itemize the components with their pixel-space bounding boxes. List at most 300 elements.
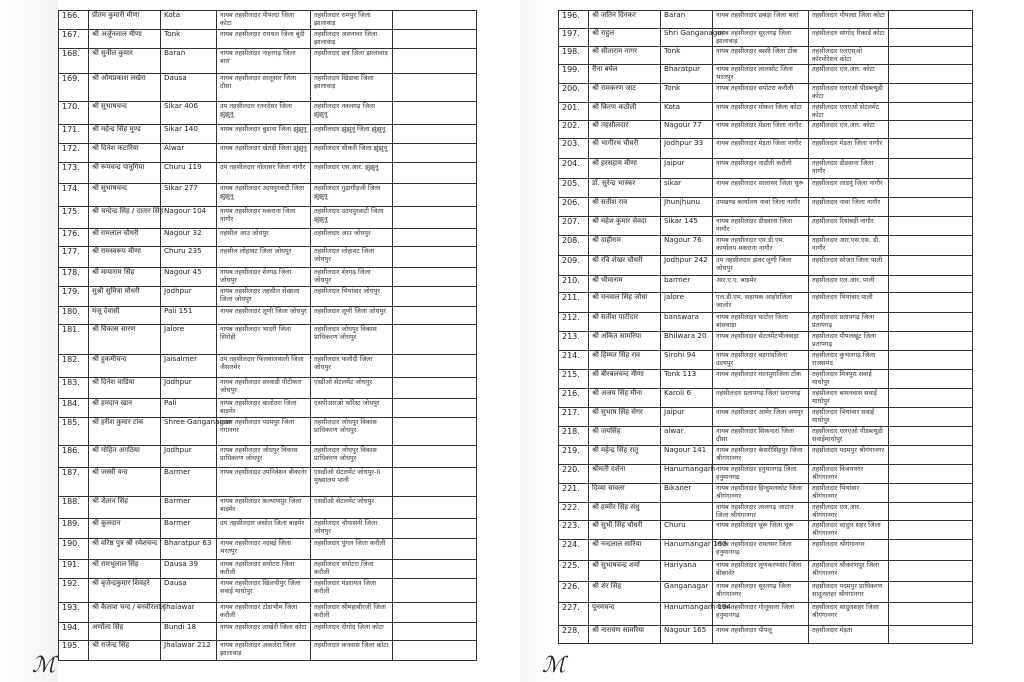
remarks-cell <box>889 84 973 103</box>
current-posting: नायब तहसीलदार जोधपुर विकास प्राधिकरण जोधपुर <box>217 446 311 468</box>
remarks-cell <box>393 125 477 144</box>
table-row <box>559 603 973 626</box>
remarks-cell <box>889 159 973 179</box>
remarks-cell <box>393 307 477 325</box>
current-posting: नायब तहसीलदार मोकल जिला कोटा <box>713 103 809 121</box>
row-number: 179. <box>59 287 89 307</box>
new-posting: तहसीलदार नवलगढ़ जिला झुंझुनू <box>311 102 393 125</box>
officer-name: श्री दिनेश वाडिया <box>89 378 161 399</box>
remarks-cell <box>889 179 973 198</box>
row-number: 192. <box>59 579 89 603</box>
remarks-cell <box>889 446 973 465</box>
home-district: Pali 151 <box>161 307 217 325</box>
current-posting: नायब तहसीलदार मकराना जिला नागौर <box>217 207 311 229</box>
row-number: 193. <box>59 603 89 623</box>
row-number: 222. <box>559 503 589 521</box>
new-posting: तहसीलदार झुंझुनू जिला झुंझुनू <box>311 125 393 144</box>
remarks-cell <box>393 468 477 497</box>
home-district: Bikaner <box>661 484 713 503</box>
table-row <box>559 293 973 313</box>
officer-name: श्री हरसहाय मीणा <box>589 159 661 179</box>
new-posting: तहसीलदार श्रीगंगानगर <box>809 540 889 561</box>
officer-name: श्री रामकरण जाट <box>589 84 661 103</box>
current-posting: नायब तहसीलदार सपोटरा जिला करौली <box>217 560 311 579</box>
table-row <box>559 427 973 446</box>
home-district: Nagour 76 <box>661 236 713 256</box>
home-district: Dausa 39 <box>161 560 217 579</box>
home-district: Baran <box>661 11 713 29</box>
remarks-cell <box>889 47 973 65</box>
home-district: Kota <box>161 11 217 30</box>
row-number: 184. <box>59 399 89 418</box>
row-number: 200. <box>559 84 589 103</box>
new-posting: तहसीलदार जोधपुर विकास प्राधिकरण जोधपुर <box>311 446 393 468</box>
row-number: 206. <box>559 198 589 217</box>
remarks-cell <box>889 503 973 521</box>
officer-name: श्री सुभाष सिंह सेगर <box>589 408 661 427</box>
row-number: 173. <box>59 163 89 184</box>
home-district: Nagour 165 <box>661 626 713 644</box>
officer-name: श्री मनवाल सिंह जोधा <box>589 293 661 313</box>
table-row <box>59 102 477 125</box>
home-district: Nagour 45 <box>161 268 217 287</box>
table-row <box>59 184 477 207</box>
officer-name: श्री नारायण सामरिया <box>589 626 661 644</box>
remarks-cell <box>889 484 973 503</box>
row-number: 199. <box>559 65 589 84</box>
table-row <box>559 236 973 256</box>
table-row <box>59 207 477 229</box>
home-district: banswara <box>661 313 713 332</box>
new-posting: तहसीलदार छत्र जिला झालावाड़ <box>311 49 393 74</box>
officer-name: श्री महेन्द्र सिंह मुण्ड <box>89 125 161 144</box>
home-district: Hanumangar 163 <box>661 540 713 561</box>
table-row <box>59 623 477 641</box>
current-posting: नायब तहसीलदार पीपल्दा जिला कोटा <box>217 11 311 30</box>
officer-name: श्री सुभाषचन्द्र शर्मा <box>589 561 661 582</box>
row-number: 197. <box>559 29 589 47</box>
current-posting: नायब तहसीलदार घाटोल जिला बांसवाड़ा <box>713 313 809 332</box>
remarks-cell <box>889 351 973 370</box>
remarks-cell <box>393 102 477 125</box>
row-number: 187. <box>59 468 89 497</box>
officer-name: श्री किरण कठौली <box>589 103 661 121</box>
current-posting: नायब तहसीलदार गोलूवाला जिला हनुमानगढ़ <box>713 603 809 626</box>
table-row <box>59 307 477 325</box>
remarks-cell <box>393 144 477 163</box>
row-number: 212. <box>559 313 589 332</box>
remarks-cell <box>889 65 973 84</box>
remarks-cell <box>889 313 973 332</box>
new-posting: तहसीलदार लूणी जिला जोधपुर <box>311 307 393 325</box>
row-number: 185. <box>59 418 89 446</box>
row-number: 213. <box>559 332 589 351</box>
table-row <box>59 579 477 603</box>
current-posting: उप तहसीलदार जसोल जिला बाड़मेर <box>217 519 311 539</box>
row-number: 182. <box>59 355 89 378</box>
home-district: Sikar 406 <box>161 102 217 125</box>
remarks-cell <box>393 74 477 102</box>
remarks-cell <box>889 408 973 427</box>
officer-name: श्री बृजेन्द्रकुमार शिवहरे <box>89 579 161 603</box>
row-number: 217. <box>559 408 589 427</box>
new-posting: तहसीलदार लाडनूं जिला नागौर <box>809 179 889 198</box>
row-number: 169. <box>59 74 89 102</box>
current-posting: नायब तहसीलदार सालूसार जिला दौसा <box>217 74 311 102</box>
officer-name: श्री दाहीराम <box>589 236 661 256</box>
table-row <box>559 521 973 540</box>
row-number: 190. <box>59 539 89 560</box>
officer-name: श्री वरिष्ठ पुत्र श्री रमेशचन्द <box>89 539 161 560</box>
remarks-cell <box>393 229 477 247</box>
table-row <box>59 74 477 102</box>
officer-name: श्री हुकमीचन्द <box>89 355 161 378</box>
current-posting: नायब तहसीलदार हिन्दुमलकोट जिला श्रीगंगानगर <box>713 484 809 503</box>
officer-name: श्री ओमप्रकाश लखेरा <box>89 74 161 102</box>
table-row <box>59 539 477 560</box>
table-row <box>559 408 973 427</box>
remarks-cell <box>393 623 477 641</box>
table-row <box>559 446 973 465</box>
remarks-cell <box>889 540 973 561</box>
remarks-cell <box>393 399 477 418</box>
table-row <box>559 65 973 84</box>
current-posting: नायब तहसीलदार एम.डी.एम. कार्यालय मकराना नागौर <box>713 236 809 256</box>
current-posting: नायब तहसीलदार रावतसर जिला हनुमानगढ़ <box>713 540 809 561</box>
table-row <box>59 163 477 184</box>
new-posting: तहसीलदार एस.आर. झुंझुनू <box>311 163 393 184</box>
remarks-cell <box>393 446 477 468</box>
officer-name: श्री रामस्वरूप मीणा <box>89 247 161 268</box>
new-posting: तहसीलदार एलएस्ओ कॉरपोरेशन कोटा <box>809 47 889 65</box>
new-posting: तहसीलदार सोजत जिला पाली <box>809 256 889 276</box>
home-district: Jodhpur 242 <box>661 256 713 276</box>
remarks-cell <box>393 497 477 519</box>
table-row <box>559 389 973 408</box>
table-row <box>59 378 477 399</box>
new-posting: तहसीलदार मेड़ता <box>809 626 889 644</box>
home-district: Nagour 77 <box>661 121 713 139</box>
officer-name: श्री सुनील कुमार <box>89 49 161 74</box>
table-row <box>59 560 477 579</box>
row-number: 226. <box>559 582 589 603</box>
new-posting: तहसीलदार भियांवार पाली <box>809 293 889 313</box>
row-number: 168. <box>59 49 89 74</box>
officer-name: श्री दिनेश कटारिया <box>89 144 161 163</box>
home-district: jalore <box>661 293 713 313</box>
remarks-cell <box>889 121 973 139</box>
table-row <box>559 465 973 484</box>
new-posting: तहसीलदार सपोटरा जिला करौली <box>311 560 393 579</box>
remarks-cell <box>393 207 477 229</box>
remarks-cell <box>393 603 477 623</box>
table-row <box>59 287 477 307</box>
remarks-cell <box>393 378 477 399</box>
table-row <box>559 561 973 582</box>
current-posting: नायब तहसीलदार पदमपुर जिला गंगानगर <box>217 418 311 446</box>
officer-name: श्री रूपचन्द्र पानुगिया <box>89 163 161 184</box>
new-posting: तहसीलदार सांगोद रिकार्ड कोटा <box>809 29 889 47</box>
home-district: Hanumangarh 194 <box>661 603 713 626</box>
current-posting: नायब तहसीलदार उदयपुरवाटी जिला झुंझुनू <box>217 184 311 207</box>
current-posting: नायब तहसीलदार लालगढ़ जाटान जिला श्रीगंगानगर <box>713 503 809 521</box>
document-page-right <box>558 10 972 682</box>
row-number: 218. <box>559 427 589 446</box>
remarks-cell <box>889 465 973 484</box>
officer-name: श्री भीमाराम <box>589 276 661 293</box>
current-posting: नायब तहसीलदार सूरतगढ़ जिला झालावाड़ <box>713 29 809 47</box>
new-posting: तहसीलदार एल.आर. कोटा <box>809 65 889 84</box>
current-posting: आर.ए.ए. बाड़मेर <box>713 276 809 293</box>
home-district: Shree Ganganagar <box>161 418 217 446</box>
row-number: 207. <box>559 217 589 236</box>
new-posting: तहसीलदार भियांवार सवाई माधोपुर <box>809 408 889 427</box>
table-row <box>559 29 973 47</box>
remarks-cell <box>889 217 973 236</box>
row-number: 178. <box>59 268 89 287</box>
current-posting: नायब तहसीलदार बालोतरा जिला बाड़मेर <box>217 399 311 418</box>
remarks-cell <box>889 370 973 389</box>
current-posting: नायब तहसीलदार भादरी जिला सिरोही <box>217 325 311 355</box>
current-posting: नायब तहसीलदार मेडता जिला नागौर <box>713 121 809 139</box>
new-posting: तहसीलदार मित्रपुरा सवाई माधोपुर <box>809 370 889 389</box>
row-number: 221. <box>559 484 589 503</box>
current-posting: तहसीलदार प्रतापगढ़ जिला प्रतापगढ़ <box>713 389 809 408</box>
officer-name: श्री नन्दलाल सारिया <box>589 540 661 561</box>
new-posting: तहसीलदार बामनवास सवाई माधोपुर <box>809 389 889 408</box>
home-district: Ganganagar <box>661 582 713 603</box>
table-row <box>559 139 973 159</box>
new-posting: तहसीलदार असनावर जिला झालावाड़ <box>311 30 393 49</box>
table-row <box>59 144 477 163</box>
officer-name: श्री कुलदान <box>89 519 161 539</box>
home-district: Sikar 145 <box>661 217 713 236</box>
officer-name: दिव्या चावला <box>589 484 661 503</box>
current-posting: नायब तहसीलदार लालसोट जिला भरतपुर <box>713 65 809 84</box>
current-posting: नायब तहसीलदार लूणी जिला जोधपुर <box>217 307 311 325</box>
home-district: Bundi 18 <box>161 623 217 641</box>
current-posting: नायब तहसीलदार तहसील सेखाला जिला जोधपुर <box>217 287 311 307</box>
home-district: Barmer <box>161 497 217 519</box>
home-district: Nagour 141 <box>661 446 713 465</box>
current-posting: नायब तहसीलदार लाखेरी जिला कोटा <box>217 623 311 641</box>
current-posting: नायब तहसीलदार मालपुराजिला टोंक <box>713 370 809 389</box>
home-district: alwar <box>661 427 713 446</box>
officer-name: श्री सतीश राव <box>589 198 661 217</box>
table-row <box>59 49 477 74</box>
row-number: 227. <box>559 603 589 626</box>
remarks-cell <box>393 325 477 355</box>
remarks-cell <box>393 519 477 539</box>
remarks-cell <box>889 256 973 276</box>
current-posting: नायब तहसीलदार खेतड़ी जिला झुंझुनू <box>217 144 311 163</box>
table-row <box>59 355 477 378</box>
new-posting: तहसीलदार रियांबड़ी नागौर <box>809 217 889 236</box>
officer-name: श्री रामलाल चौधरी <box>89 229 161 247</box>
officer-name: सुश्री सुमित्रा चौधरी <box>89 287 161 307</box>
new-posting: तहसीलदार रामपुर जिला झालावाड़ <box>311 11 393 30</box>
new-posting: तहसीलदार प्रतापगढ़ जिला प्रतापगढ़ <box>809 313 889 332</box>
current-posting: नायब तहसीलदार कल्याणपुर जिला बाड़मेर <box>217 497 311 519</box>
new-posting: तहसीलदार एलएओ पीडब्ल्यूडी कोटा <box>809 84 889 103</box>
current-posting: नायब तहसीलदार आमेर जिला जयपुर <box>713 408 809 427</box>
remarks-cell <box>889 389 973 408</box>
row-number: 176. <box>59 229 89 247</box>
table-row <box>559 179 973 198</box>
home-district: Karoli 6 <box>661 389 713 408</box>
new-posting: तहसीलदार सीकरी जिला झुंझुनू <box>311 144 393 163</box>
home-district: Nagour 104 <box>161 207 217 229</box>
remarks-cell <box>889 139 973 159</box>
current-posting: उप तहसीलदार झंवर लूणी जिला जोधपुर <box>713 256 809 276</box>
officer-name: रीना बघेल <box>589 65 661 84</box>
table-row <box>59 418 477 446</box>
current-posting: नायब तहसीलदार बस्सी जिला टोंक <box>713 47 809 65</box>
home-district: Hariyana <box>661 561 713 582</box>
officer-name: श्री कैलाश चन्द / बनवीरलाल <box>89 603 161 623</box>
home-district: Barmer <box>161 468 217 497</box>
home-district: Churu 119 <box>161 163 217 184</box>
home-district: Tonk <box>661 84 713 103</box>
home-district: Shri Ganganagar <box>661 29 713 47</box>
table-row <box>59 468 477 497</box>
officer-name: श्री शेर सिंह <box>589 582 661 603</box>
home-district: Jodhpur <box>161 446 217 468</box>
remarks-cell <box>889 236 973 256</box>
row-number: 202. <box>559 121 589 139</box>
row-number: 205. <box>559 179 589 198</box>
current-posting: नायब तहसीलदार छबड़ा जिला बारां <box>713 11 809 29</box>
home-district: barmer <box>661 276 713 293</box>
row-number: 196. <box>559 11 589 29</box>
home-district: Kota <box>661 103 713 121</box>
row-number: 174. <box>59 184 89 207</box>
remarks-cell <box>393 579 477 603</box>
table-row <box>59 399 477 418</box>
remarks-cell <box>889 603 973 626</box>
table-row <box>559 198 973 217</box>
new-posting: तहसीलदार आर.एस.एस. डी. नागौर <box>809 236 889 256</box>
remarks-cell <box>889 427 973 446</box>
officer-name: श्री हमदान खान <box>89 399 161 418</box>
remarks-cell <box>393 11 477 30</box>
current-posting: नायब तहसीलदार बुडाना जिला झुंझुनू <box>217 125 311 144</box>
remarks-cell <box>889 276 973 293</box>
officer-name: श्री सुभी सिंह चौधरी <box>589 521 661 540</box>
current-posting: नायब तहसीलदार उपनिवेशन बीकानेर <box>217 468 311 497</box>
row-number: 225. <box>559 561 589 582</box>
row-number: 219. <box>559 446 589 465</box>
row-number: 210. <box>559 276 589 293</box>
row-number: 224. <box>559 540 589 561</box>
table-row <box>559 11 973 29</box>
new-posting: तहसीलदार दीगोद जिला कोटा <box>311 623 393 641</box>
table-row <box>559 256 973 276</box>
home-district: Jhalawar 212 <box>161 641 217 661</box>
home-district: Tonk <box>661 47 713 65</box>
row-number: 195. <box>59 641 89 661</box>
new-posting: तहसीलदार मेड़ता जिला नागौर <box>809 139 889 159</box>
table-row <box>559 159 973 179</box>
row-number: 166. <box>59 11 89 30</box>
home-district: Dausa <box>161 579 217 603</box>
new-posting: तहसीलदार डीडवाना जिला नागौर <box>809 159 889 179</box>
home-district: Jhalawar <box>161 603 217 623</box>
table-row <box>559 332 973 351</box>
remarks-cell <box>393 49 477 74</box>
new-posting: तहसीलदार लोहावट जिला जोधपुर <box>311 247 393 268</box>
current-posting: नायब तहसीलदार सिकन्दरा जिला दौसा <box>713 427 809 446</box>
table-row <box>59 268 477 287</box>
row-number: 208. <box>559 236 589 256</box>
home-district: Bhilwara 20 <box>661 332 713 351</box>
officer-name: श्री शैतान सिंह <box>89 497 161 519</box>
home-district: Jodhpur <box>161 287 217 307</box>
officer-name: अर्णोला सिंह <box>89 623 161 641</box>
table-row <box>559 540 973 561</box>
table-row <box>59 446 477 468</box>
row-number: 171. <box>59 125 89 144</box>
current-posting: नायब तहसीलदार मेड़ता जिला नागौर <box>713 139 809 159</box>
table-row <box>59 603 477 623</box>
current-posting: नायब तहसीलदार सेटलमेंटभीलवाड़ा <box>713 332 809 351</box>
row-number: 181. <box>59 325 89 355</box>
new-posting: तहसीलदार भियांवार जोधपुर <box>311 287 393 307</box>
current-posting: एल.डी.एम. सहायक आहोरजिला जालोर <box>713 293 809 313</box>
new-posting: तहसीलदार फलौदी जिला जोधपुर <box>311 355 393 378</box>
new-posting: तहसीलदार पीपल्दा जिला कोटा <box>809 11 889 29</box>
officer-name: श्रीमती दर्शना <box>589 465 661 484</box>
row-number: 186. <box>59 446 89 468</box>
new-posting: तहसीलदार एल.आर. पाली <box>809 276 889 293</box>
row-number: 175. <box>59 207 89 229</box>
current-posting: नायब तहसीलदार लूणकरणसर जिला बीकानेर <box>713 561 809 582</box>
table-row <box>59 641 477 661</box>
officer-name: श्री राहुल <box>589 29 661 47</box>
table-row <box>559 276 973 293</box>
remarks-cell <box>889 103 973 121</box>
remarks-cell <box>393 163 477 184</box>
row-number: 203. <box>559 139 589 159</box>
remarks-cell <box>889 521 973 540</box>
row-number: 209. <box>559 256 589 276</box>
home-district: Jaipur <box>661 408 713 427</box>
new-posting: तहसीलदार श्रीमहावीरजी जिला करौली <box>311 603 393 623</box>
officer-name: श्री मोहित अंगठिया <box>89 446 161 468</box>
row-number: 201. <box>559 103 589 121</box>
row-number: 167. <box>59 30 89 49</box>
row-number: 211. <box>559 293 589 313</box>
row-number: 204. <box>559 159 589 179</box>
current-posting: उप तहसीलदार फिलवालवाली जिला जैसलमेर <box>217 355 311 378</box>
home-district: Barmer <box>161 519 217 539</box>
new-posting: तहसीलदार एल.आर. कोटा <box>809 121 889 139</box>
new-posting: तहसीलदार आउ जोधपुर <box>311 229 393 247</box>
row-number: 191. <box>59 560 89 579</box>
table-row <box>59 247 477 268</box>
officer-name: श्री सतीश पाटीदार <box>589 313 661 332</box>
home-district <box>661 503 713 521</box>
table-row <box>559 217 973 236</box>
remarks-cell <box>889 11 973 29</box>
home-district: Hanumangarh <box>661 465 713 484</box>
remarks-cell <box>889 198 973 217</box>
home-district: Jaipur <box>661 159 713 179</box>
remarks-cell <box>393 30 477 49</box>
new-posting: एसडीओ सेटलमेंट जोधपुर <box>311 497 393 519</box>
home-district: Nagour 32 <box>161 229 217 247</box>
current-posting: उप तहसीलदार रतनदेसर जिला झुंझुनू <box>217 102 311 125</box>
